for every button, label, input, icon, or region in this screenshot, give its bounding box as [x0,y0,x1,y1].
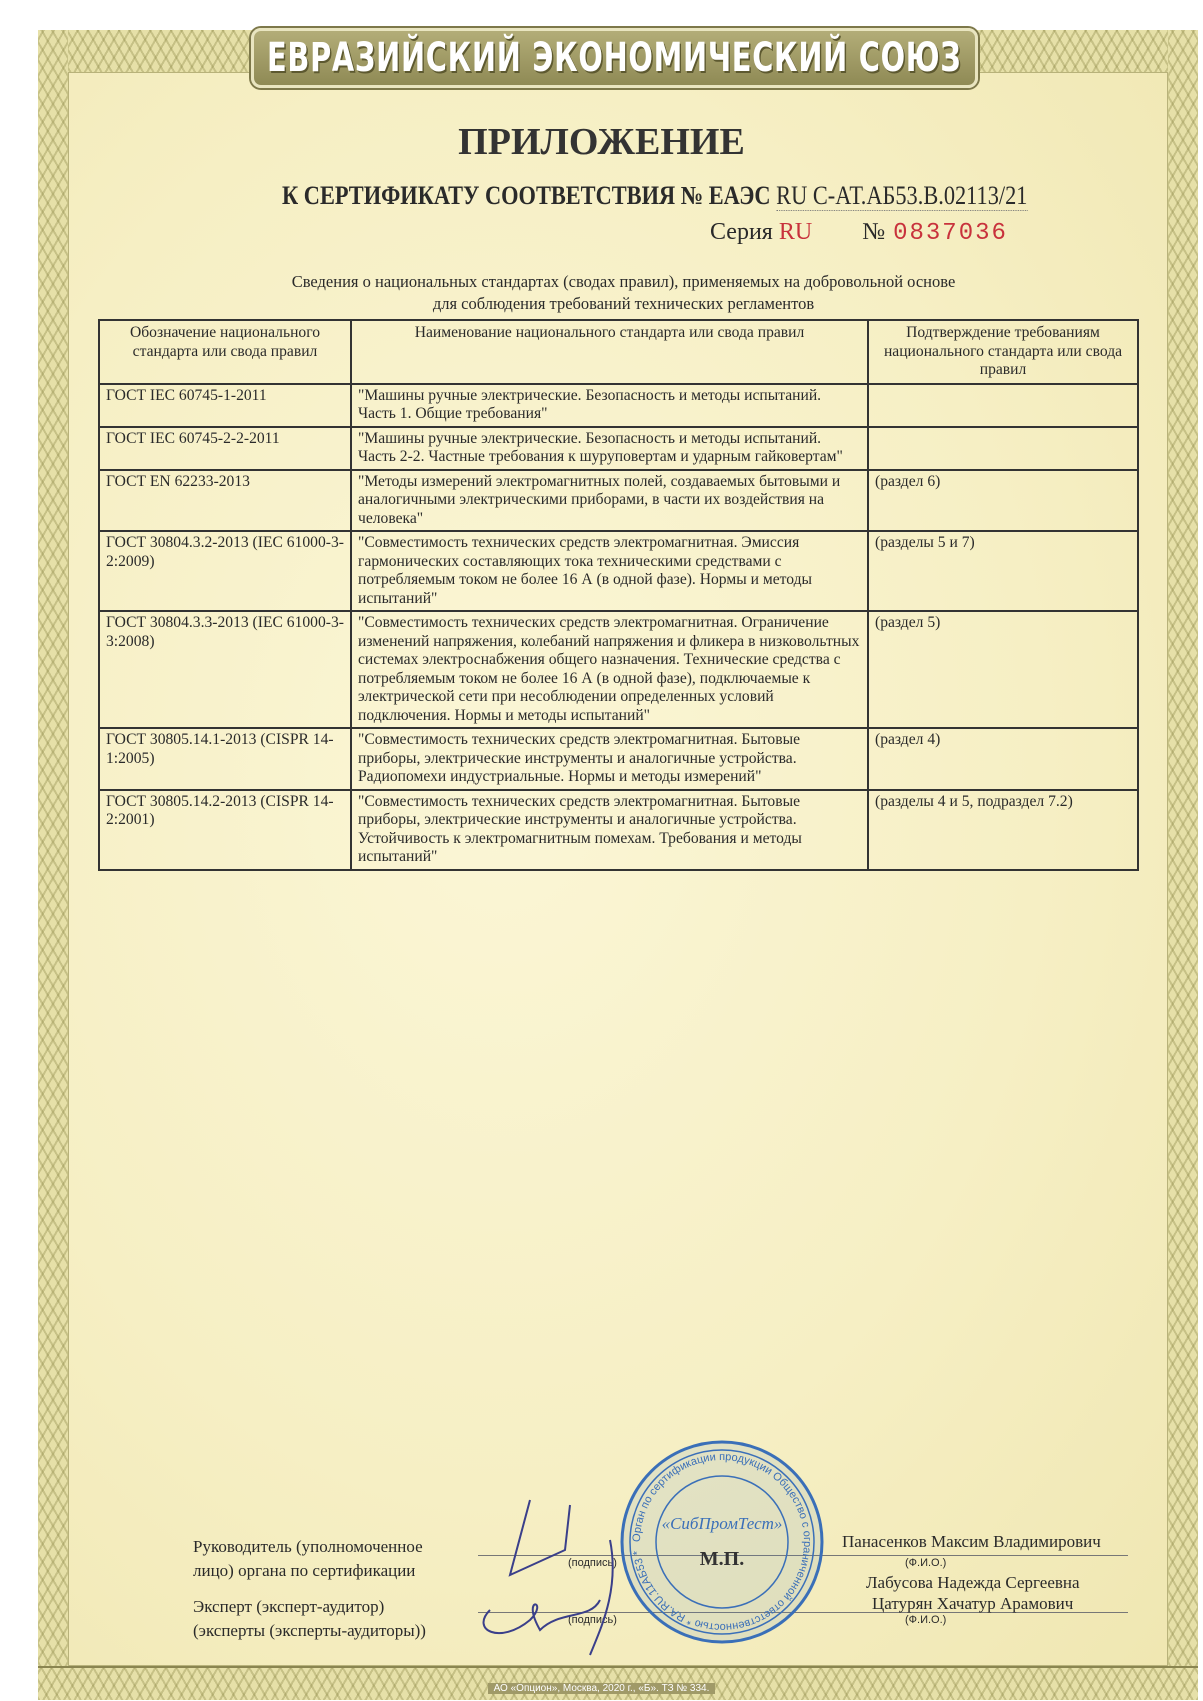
cell-designation: ГОСТ 30804.3.3-2013 (IEC 61000-3-3:2008) [99,611,351,728]
table-row [99,611,1138,728]
cell-designation: ГОСТ IEC 60745-2-2-2011 [99,427,351,470]
cell-confirmation [868,384,1138,427]
intro-line-2: для соблюдения требований технических регламентов [432,294,815,313]
cell-name: "Совместимость технических средств электромагнитная. Эмиссия гармонических составляющих тока техническими средствами с потребляемым током не более 16 А (в одной фазе). Нормы и методы испытаний" [351,531,868,611]
standards-table [98,319,1139,871]
cell-name: "Совместимость технических средств электромагнитная. Бытовые приборы, электрические инструменты и аналогичные устройства. Радиопомехи индустриальные. Нормы и методы измерений" [351,728,868,790]
cert-label: К СЕРТИФИКАТУ СООТВЕТСТВИЯ № ЕАЭС [282,181,771,210]
page-title: ПРИЛОЖЕНИЕ [458,121,745,163]
cell-designation: ГОСТ 30805.14.1-2013 (CISPR 14-1:2005) [99,728,351,790]
cell-designation: ГОСТ IEC 60745-1-2011 [99,384,351,427]
header-confirmation: Подтверждение требованиям национального стандарта или свода правил [868,320,1138,384]
cell-name: "Совместимость технических средств электромагнитная. Бытовые приборы, электрические инструменты и аналогичные устройства. Устойчивость к электромагнитным помехам. Требования и методы испытаний" [351,790,868,870]
head-name: Панасенков Максим Владимирович [842,1532,1101,1551]
expert-name-2: Цатурян Хачатур Арамович [872,1594,1074,1613]
mp-label: М.П. [699,1548,745,1570]
table-row [99,531,1138,611]
organization-stamp [617,1437,827,1647]
expert-name-1: Лабусова Надежда Сергеевна [866,1573,1080,1592]
cell-designation: ГОСТ 30805.14.2-2013 (CISPR 14-2:2001) [99,790,351,870]
table-row [99,470,1138,532]
expert-label-1: Эксперт (эксперт-аудитор) [193,1597,385,1616]
cell-confirmation: (раздел 5) [868,611,1138,728]
union-banner [251,28,978,88]
number-label: № [862,219,886,245]
header-name: Наименование национального стандарта или свода правил [351,320,868,384]
table-header-row [99,320,1138,384]
printer-imprint [0,1683,1203,1694]
footer-text: АО «Опцион», Москва, 2020 г., «Б». ТЗ № 334. [488,1683,716,1694]
banner-text: ЕВРАЗИЙСКИЙ ЭКОНОМИЧЕСКИЙ СОЮЗ [267,35,962,81]
table-row [99,384,1138,427]
cell-name: "Методы измерений электромагнитных полей, создаваемых бытовыми и аналогичными электрическими приборами, в части их воздействия на человека" [351,470,868,532]
series-label: Серия [710,219,773,245]
cell-confirmation [868,427,1138,470]
svg-text:«СибПромТест»: «СибПромТест» [661,1514,783,1533]
series-value: RU [778,219,813,245]
series-line [710,219,1008,247]
fio-caption-expert: (Ф.И.О.) [905,1614,947,1626]
svg-text:Орган по сертификации продукци: Орган по сертификации продукции Общество с ограниченной ответственностью * RA.RU.11АБ53 * [630,1450,814,1634]
expert-label-2: (эксперты (эксперты-аудиторы)) [193,1621,426,1640]
signature-caption-head: (подпись) [568,1557,617,1569]
cell-name: "Машины ручные электрические. Безопасность и методы испытаний. Часть 1. Общие требования" [351,384,868,427]
signature-caption-expert: (подпись) [568,1614,617,1626]
form-number: 0837036 [893,220,1008,247]
cell-confirmation: (разделы 4 и 5, подраздел 7.2) [868,790,1138,870]
cell-confirmation: (разделы 5 и 7) [868,531,1138,611]
cell-designation: ГОСТ EN 62233-2013 [99,470,351,532]
cell-confirmation: (раздел 6) [868,470,1138,532]
cell-designation: ГОСТ 30804.3.2-2013 (IEC 61000-3-2:2009) [99,531,351,611]
table-row [99,427,1138,470]
intro-line-1: Сведения о национальных стандартах (сводах правил), применяемых на добровольной основе [291,272,956,291]
cell-name: "Машины ручные электрические. Безопасность и методы испытаний. Часть 2-2. Частные требования к шуруповертам и ударным гайковертам" [351,427,868,470]
certificate-line [282,181,1027,211]
head-label-1: Руководитель (уполномоченное [193,1537,423,1556]
head-label-2: лицо) органа по сертификации [193,1561,416,1580]
fio-caption-head: (Ф.И.О.) [905,1557,947,1569]
cert-number: RU С-АТ.АБ53.В.02113/21 [776,181,1028,210]
table-row [99,728,1138,790]
cell-confirmation: (раздел 4) [868,728,1138,790]
cell-name: "Совместимость технических средств электромагнитная. Ограничение изменений напряжения, колебаний напряжения и фликера в низковольтных системах электроснабжения общего назначения. Технические средства с потребляемым током не более 16 А (в одной фазе), подключаемые к электрической сети при несоблюдении определенных условий подключения. Нормы и методы испытаний" [351,611,868,728]
header-designation: Обозначение национального стандарта или свода правил [99,320,351,384]
table-row [99,790,1138,870]
